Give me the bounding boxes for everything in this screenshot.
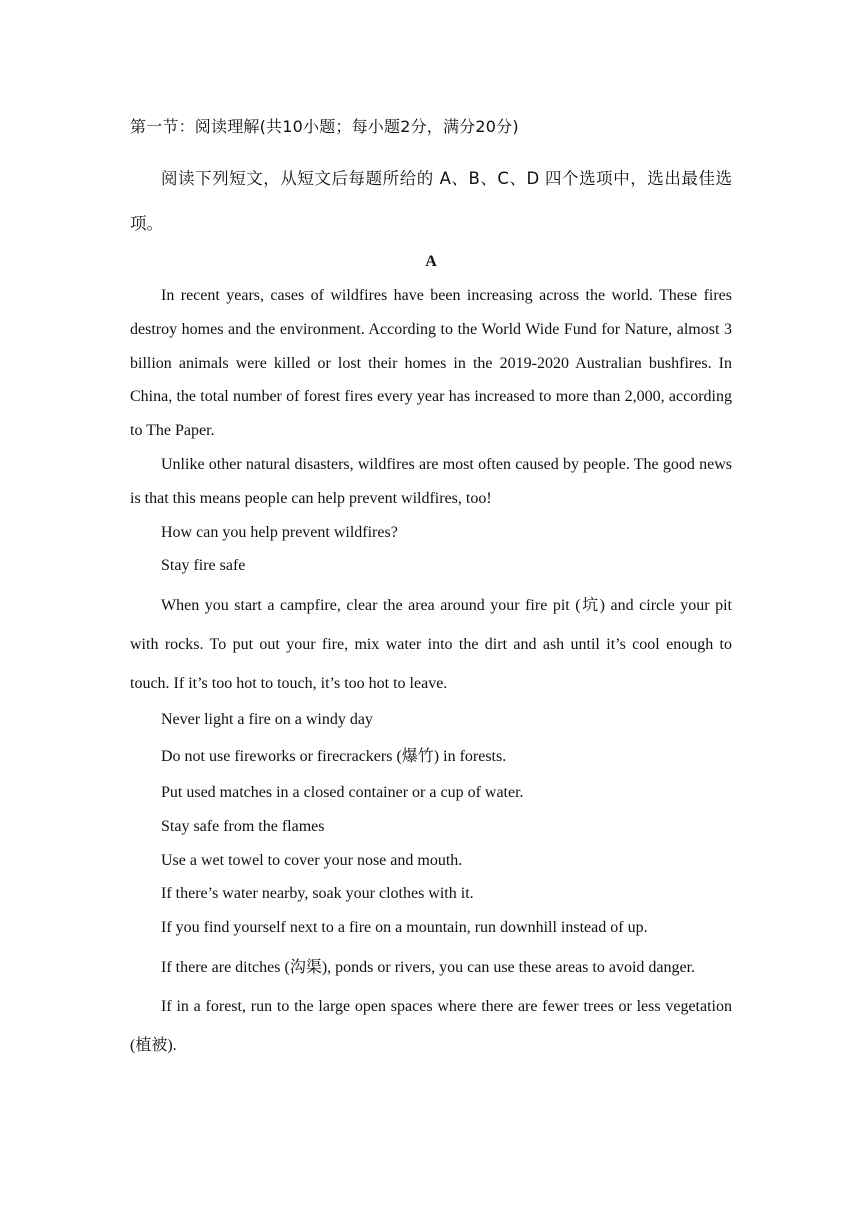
tip-windy-day: Never light a fire on a windy day: [161, 711, 373, 729]
tip-run-downhill: If you find yourself next to a fire on a mountain, run downhill instead of up.: [161, 919, 648, 937]
paragraph-causes: Unlike other natural disasters, wildfires are most often caused by people. The good news is that this means people can help prevent wildfires, too!: [130, 455, 732, 507]
paragraph-campfire: When you start a campfire, clear the area around your fire pit (坑) and circle your pit with rocks. To put out your fire, mix water into the dirt and ash until it’s cool enough to touch. If it’s too hot to touch, it’s too hot to leave.: [130, 597, 732, 693]
tip-ditches: If there are ditches (沟渠), ponds or rivers, you can use these areas to avoid danger.: [161, 958, 696, 976]
tip-soak-clothes: If there’s water nearby, soak your clothes with it.: [161, 885, 474, 903]
document-page: [130, 112, 732, 1065]
passage-label: A: [425, 253, 437, 270]
section-title: 第一节：阅读理解(共10小题；每小题2分，满分20分): [130, 117, 519, 136]
tip-open-spaces: If in a forest, run to the large open spaces where there are fewer trees or less vegetation (植被).: [130, 997, 732, 1054]
subheading-stay-fire-safe: Stay fire safe: [161, 557, 246, 575]
instructions: 阅读下列短文，从短文后每题所给的 A、B、C、D 四个选项中，选出最佳选项。: [130, 169, 732, 233]
subheading-stay-safe: Stay safe from the flames: [161, 817, 325, 835]
tip-fireworks: Do not use fireworks or firecrackers (爆竹) in forests.: [161, 747, 507, 765]
paragraph-intro: In recent years, cases of wildfires have been increasing across the world. These fires destroy homes and the environment. According to the World Wide Fund for Nature, almost 3 billion animals were killed or lost their homes in the 2019-2020 Australian bushfires. In China, the total number of forest fires every year has increased to more than 2,000, according to The Paper.: [130, 287, 732, 440]
tip-wet-towel: Use a wet towel to cover your nose and mouth.: [161, 851, 463, 869]
paragraph-question: How can you help prevent wildfires?: [161, 523, 398, 541]
tip-matches: Put used matches in a closed container or a cup of water.: [161, 783, 524, 801]
